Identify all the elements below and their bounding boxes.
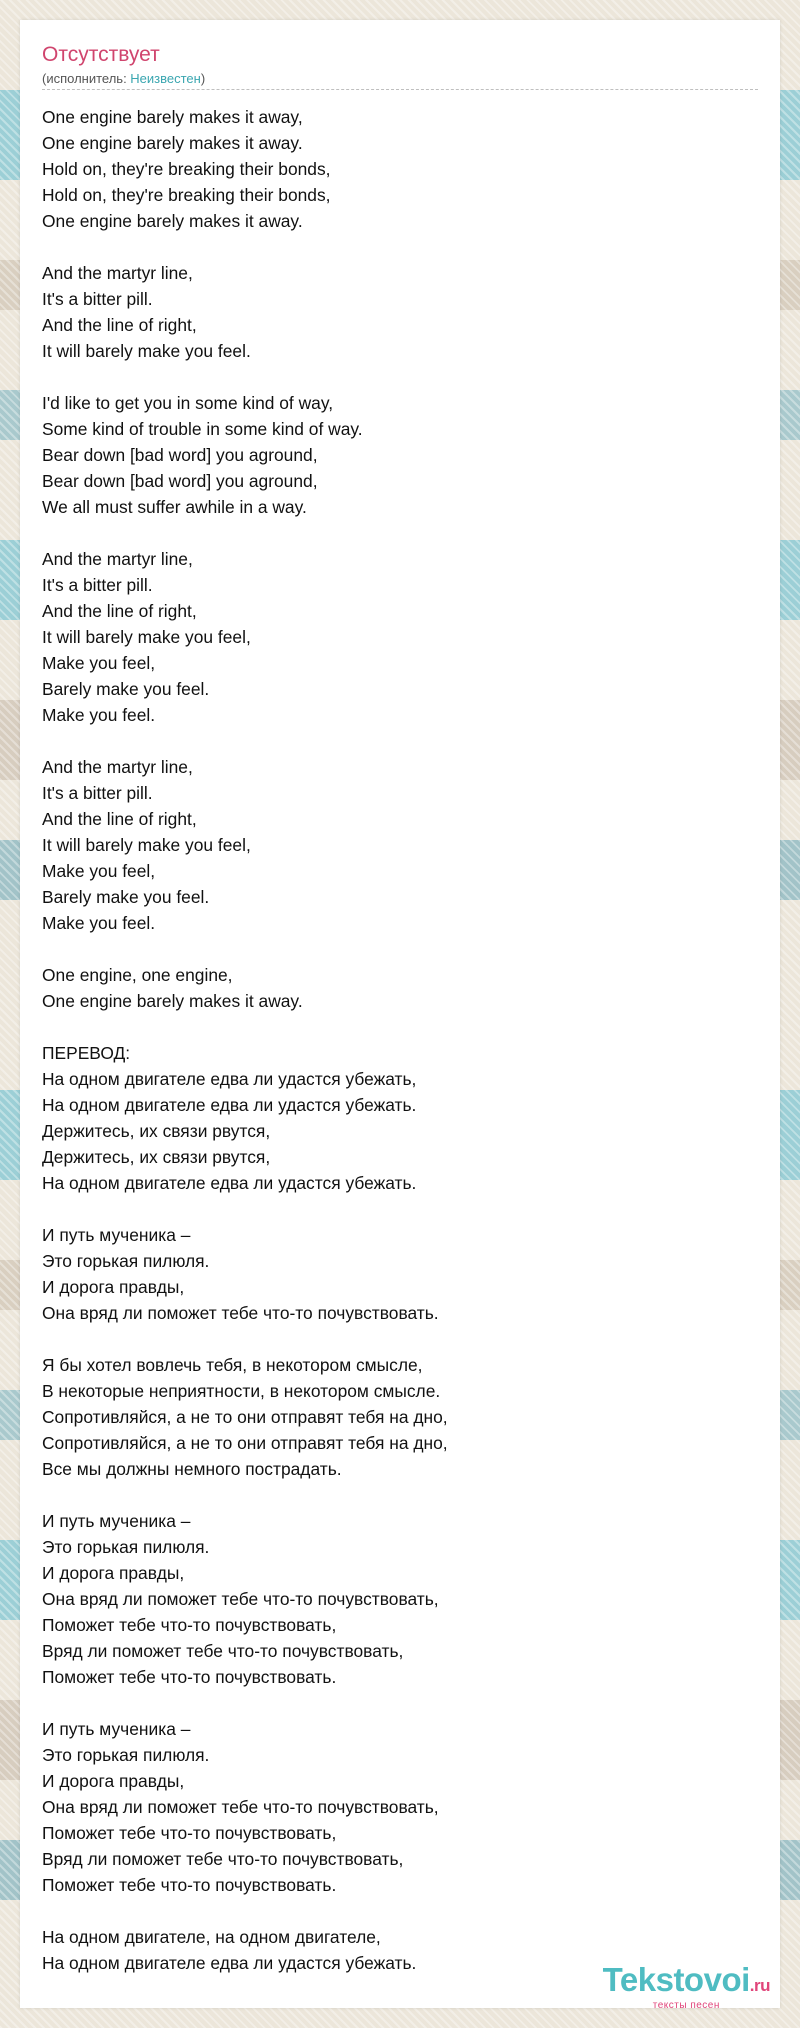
lyric-blank-line: [42, 1482, 758, 1508]
lyric-line: We all must suffer awhile in a way.: [42, 497, 307, 517]
lyric-blank-line: [42, 1326, 758, 1352]
artist-link[interactable]: Неизвестен: [130, 71, 201, 86]
lyric-blank-line: [42, 234, 758, 260]
lyric-line: It's a bitter pill.: [42, 289, 153, 309]
lyric-line: It's a bitter pill.: [42, 575, 153, 595]
lyric-line: Это горькая пилюля.: [42, 1537, 210, 1557]
lyric-line: Bear down [bad word] you aground,: [42, 471, 318, 491]
lyric-line: Сопротивляйся, а не то они отправят тебя на дно,: [42, 1407, 448, 1427]
lyric-line: Вряд ли поможет тебе что-то почувствовать,: [42, 1641, 404, 1661]
lyric-blank-line: [42, 1898, 758, 1924]
lyric-line: Bear down [bad word] you aground,: [42, 445, 318, 465]
lyric-line: Hold on, they're breaking their bonds,: [42, 159, 331, 179]
lyric-line: And the martyr line,: [42, 757, 193, 777]
lyric-line: В некоторые неприятности, в некотором смысле.: [42, 1381, 441, 1401]
lyric-line: And the martyr line,: [42, 549, 193, 569]
lyric-line: One engine barely makes it away.: [42, 991, 303, 1011]
lyric-line: And the line of right,: [42, 809, 197, 829]
lyric-line: Поможет тебе что-то почувствовать,: [42, 1823, 337, 1843]
lyric-line: Поможет тебе что-то почувствовать.: [42, 1875, 337, 1895]
lyric-line: Она вряд ли поможет тебе что-то почувствовать.: [42, 1303, 439, 1323]
lyric-line: На одном двигателе едва ли удастся убежать,: [42, 1069, 417, 1089]
lyrics-card: [20, 20, 780, 2008]
lyric-line: Это горькая пилюля.: [42, 1745, 210, 1765]
artist-prefix: (исполнитель:: [42, 71, 131, 86]
lyric-line: И дорога правды,: [42, 1563, 185, 1583]
lyric-blank-line: [42, 1690, 758, 1716]
lyric-line: На одном двигателе едва ли удастся убежать.: [42, 1173, 417, 1193]
lyric-line: One engine barely makes it away,: [42, 107, 303, 127]
lyric-line: Make you feel,: [42, 861, 156, 881]
lyric-line: Сопротивляйся, а не то они отправят тебя на дно,: [42, 1433, 448, 1453]
lyric-line: Она вряд ли поможет тебе что-то почувствовать,: [42, 1589, 439, 1609]
lyric-blank-line: [42, 520, 758, 546]
logo-name: Tekstovoi: [602, 1961, 750, 1998]
lyric-line: И путь мученика –: [42, 1511, 191, 1531]
lyric-line: And the line of right,: [42, 601, 197, 621]
lyric-blank-line: [42, 364, 758, 390]
lyric-line: И дорога правды,: [42, 1771, 185, 1791]
lyric-line: It will barely make you feel,: [42, 835, 251, 855]
lyric-line: Barely make you feel.: [42, 887, 210, 907]
site-logo[interactable]: [603, 1962, 770, 2011]
lyric-line: Barely make you feel.: [42, 679, 210, 699]
lyric-line: Вряд ли поможет тебе что-то почувствовать,: [42, 1849, 404, 1869]
lyric-blank-line: [42, 728, 758, 754]
lyric-line: Make you feel,: [42, 653, 156, 673]
lyric-line: Make you feel.: [42, 705, 156, 725]
song-header: [42, 42, 758, 90]
lyrics-text: [42, 104, 758, 1976]
lyric-line: And the line of right,: [42, 315, 197, 335]
lyric-line: Она вряд ли поможет тебе что-то почувствовать,: [42, 1797, 439, 1817]
lyric-line: На одном двигателе едва ли удастся убежать.: [42, 1095, 417, 1115]
lyric-line: Some kind of trouble in some kind of way.: [42, 419, 363, 439]
lyric-blank-line: [42, 936, 758, 962]
lyric-line: Держитесь, их связи рвутся,: [42, 1147, 271, 1167]
artist-line: [42, 70, 758, 90]
lyric-blank-line: [42, 1014, 758, 1040]
lyric-line: It will barely make you feel.: [42, 341, 251, 361]
lyric-line: Hold on, they're breaking their bonds,: [42, 185, 331, 205]
lyric-line: It will barely make you feel,: [42, 627, 251, 647]
logo-tagline: тексты песен: [652, 2000, 720, 2011]
lyric-line: Make you feel.: [42, 913, 156, 933]
lyric-line: Это горькая пилюля.: [42, 1251, 210, 1271]
lyric-line: На одном двигателе едва ли удастся убежать.: [42, 1953, 417, 1973]
lyric-line: It's a bitter pill.: [42, 783, 153, 803]
logo-wordmark: [603, 1962, 770, 2004]
song-title: Отсутствует: [42, 43, 160, 66]
lyric-line: One engine barely makes it away.: [42, 133, 303, 153]
lyric-line: One engine barely makes it away.: [42, 211, 303, 231]
lyric-line: Поможет тебе что-то почувствовать.: [42, 1667, 337, 1687]
lyric-line: И дорога правды,: [42, 1277, 185, 1297]
artist-suffix: ): [200, 71, 206, 86]
lyric-line: Держитесь, их связи рвутся,: [42, 1121, 271, 1141]
lyric-line: И путь мученика –: [42, 1719, 191, 1739]
lyric-line: Поможет тебе что-то почувствовать,: [42, 1615, 337, 1635]
lyric-line: And the martyr line,: [42, 263, 193, 283]
lyric-line: На одном двигателе, на одном двигателе,: [42, 1927, 381, 1947]
lyric-line: Все мы должны немного пострадать.: [42, 1459, 342, 1479]
lyric-blank-line: [42, 1196, 758, 1222]
lyric-line: Я бы хотел вовлечь тебя, в некотором смысле,: [42, 1355, 423, 1375]
logo-tld: .ru: [749, 1976, 770, 1995]
lyric-line: ПЕРЕВОД:: [42, 1043, 131, 1063]
lyric-line: I'd like to get you in some kind of way,: [42, 393, 334, 413]
lyric-line: One engine, one engine,: [42, 965, 233, 985]
lyric-line: И путь мученика –: [42, 1225, 191, 1245]
